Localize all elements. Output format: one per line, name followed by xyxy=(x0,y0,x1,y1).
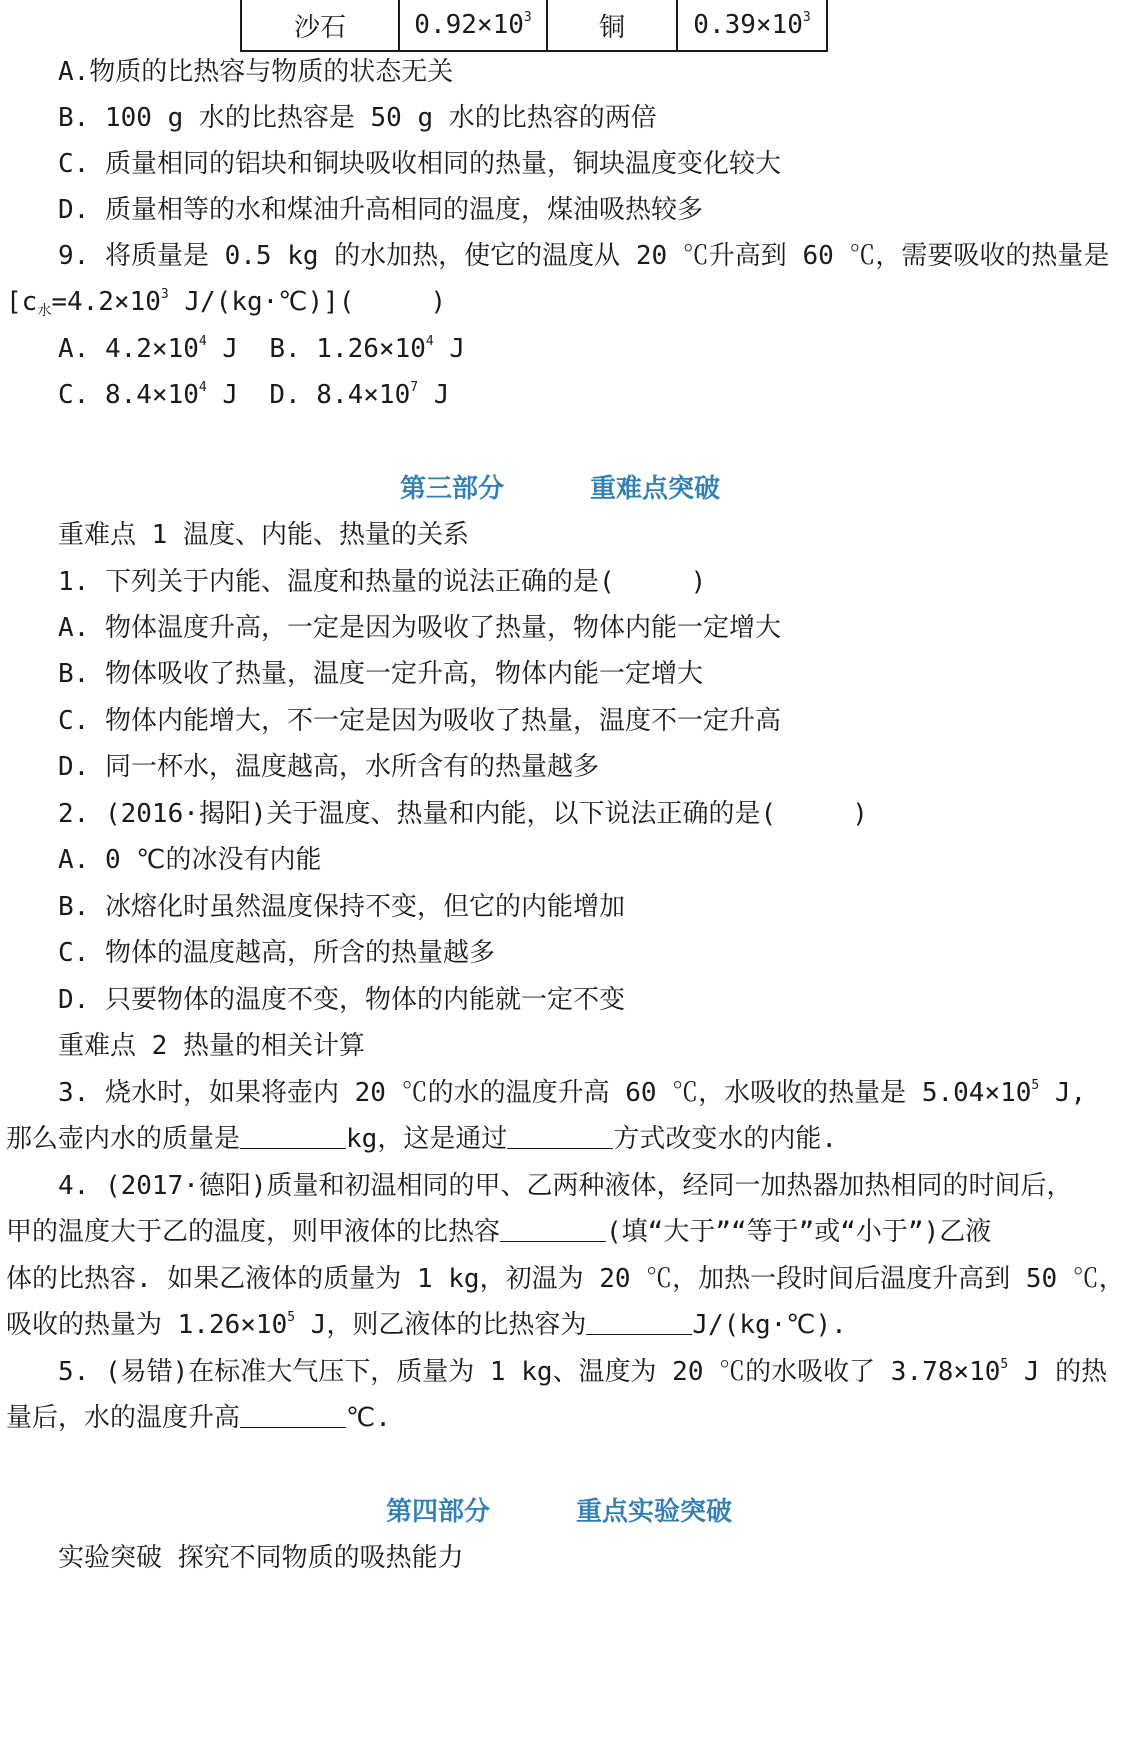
option-a: A. 4.2×10 xyxy=(58,334,199,364)
text: 3. 烧水时，如果将壶内 20 ℃的水的温度升高 60 ℃，水吸收的热量是 5.04×10 xyxy=(58,1078,1032,1108)
q5-line2 xyxy=(6,1401,391,1435)
q8-option-a: A.物质的比热容与物质的状态无关 xyxy=(58,57,454,87)
exponent: 3 xyxy=(160,287,169,302)
option-b: B. 1.26×10 xyxy=(269,334,426,364)
q5-line1 xyxy=(58,1355,1107,1389)
subscript: 水 xyxy=(37,303,52,319)
exponent: 4 xyxy=(198,334,207,349)
cell-value: 0.39×10 xyxy=(693,10,803,40)
text: (填“大于”“等于”或“小于”)乙液 xyxy=(606,1217,992,1247)
q8-option-b: B. 100 g 水的比热容是 50 g 水的比热容的两倍 xyxy=(58,103,657,133)
text: 1. 下列关于内能、温度和热量的说法正确的是( xyxy=(58,567,615,597)
text: J 的热 xyxy=(1008,1357,1108,1387)
text: 吸收的热量为 1.26×10 xyxy=(6,1310,288,1340)
answer-blank[interactable] xyxy=(240,1126,346,1149)
exponent: 4 xyxy=(425,334,434,349)
part4-heading-left: 第四部分 xyxy=(386,1497,491,1527)
text: 甲的温度大于乙的温度，则甲液体的比热容 xyxy=(6,1217,501,1247)
q1-option-d: D. 同一杯水，温度越高，水所含有的热量越多 xyxy=(58,752,599,782)
specific-heat-table xyxy=(240,0,828,52)
q2-option-b: B. 冰熔化时虽然温度保持不变，但它的内能增加 xyxy=(58,892,625,922)
text: 2. (2016·揭阳)关于温度、热量和内能，以下说法正确的是( xyxy=(58,799,777,829)
text: 那么壶内水的质量是 xyxy=(6,1124,241,1154)
unit: J xyxy=(206,380,270,410)
q1-option-c: C. 物体内能增大，不一定是因为吸收了热量，温度不一定升高 xyxy=(58,706,781,736)
answer-blank[interactable] xyxy=(500,1219,606,1242)
text: [c xyxy=(6,287,38,317)
exponent: 4 xyxy=(198,380,207,395)
key-point-1-title: 重难点 1 温度、内能、热量的关系 xyxy=(58,520,469,550)
cell-exponent: 3 xyxy=(802,10,811,25)
cell-value: 0.92×10 xyxy=(414,10,524,40)
q1-stem xyxy=(58,565,706,599)
text: ) xyxy=(852,799,868,829)
q2-option-c: C. 物体的温度越高，所含的热量越多 xyxy=(58,938,495,968)
unit: J xyxy=(418,380,450,410)
q4-line2 xyxy=(6,1215,991,1249)
q4-line3: 体的比热容. 如果乙液体的质量为 1 kg，初温为 20 ℃，加热一段时间后温度升高到 50 ℃， xyxy=(6,1264,1125,1294)
table-cell xyxy=(399,0,547,51)
exponent: 5 xyxy=(1031,1078,1040,1093)
text: 5. (易错)在标准大气压下，质量为 1 kg、温度为 20 ℃的水吸收了 3.78×10 xyxy=(58,1357,1001,1387)
key-point-2-title: 重难点 2 热量的相关计算 xyxy=(58,1031,365,1061)
q2-stem xyxy=(58,797,868,831)
unit: J xyxy=(206,334,270,364)
exponent: 5 xyxy=(1000,1357,1009,1372)
q1-option-a: A. 物体温度升高，一定是因为吸收了热量，物体内能一定增大 xyxy=(58,613,781,643)
text: 方式改变水的内能. xyxy=(613,1124,837,1154)
exponent: 5 xyxy=(287,1310,296,1325)
text: kg，这是通过 xyxy=(346,1124,508,1154)
table-cell xyxy=(677,0,827,51)
text: ) xyxy=(690,567,707,597)
text: 量后，水的温度升高 xyxy=(6,1403,241,1433)
answer-blank[interactable] xyxy=(240,1405,346,1428)
answer-blank[interactable] xyxy=(586,1312,692,1335)
part3-heading-left: 第三部分 xyxy=(400,474,505,504)
experiment-title: 实验突破 探究不同物质的吸热能力 xyxy=(58,1543,464,1573)
table-cell: 铜 xyxy=(547,0,677,51)
q4-line4 xyxy=(6,1308,847,1342)
q2-option-a: A. 0 ℃的冰没有内能 xyxy=(58,845,322,875)
option-c: C. 8.4×10 xyxy=(58,380,199,410)
q9-stem: 9. 将质量是 0.5 kg 的水加热，使它的温度从 20 ℃升高到 60 ℃，需要吸收的热量是 xyxy=(58,241,1110,271)
q8-option-c: C. 质量相同的铝块和铜块吸收相同的热量，铜块温度变化较大 xyxy=(58,149,781,179)
text: J, xyxy=(1039,1078,1087,1108)
unit: J xyxy=(433,334,466,364)
table-cell: 沙石 xyxy=(241,0,399,51)
text: ) xyxy=(430,287,447,317)
part3-heading-right: 重难点突破 xyxy=(590,474,721,504)
q9-options-cd xyxy=(58,378,449,412)
q3-line1 xyxy=(58,1076,1086,1110)
text: J/(kg·℃). xyxy=(692,1310,847,1340)
text: =4.2×10 xyxy=(51,287,161,317)
option-d: D. 8.4×10 xyxy=(269,380,411,410)
q1-option-b: B. 物体吸收了热量，温度一定升高，物体内能一定增大 xyxy=(58,659,703,689)
q9-stem-formula xyxy=(6,285,446,319)
q4-line1: 4. (2017·德阳)质量和初温相同的甲、乙两种液体，经同一加热器加热相同的时间后， xyxy=(58,1171,1073,1201)
answer-blank[interactable] xyxy=(507,1126,613,1149)
text: ℃. xyxy=(346,1403,391,1433)
q8-option-d: D. 质量相等的水和煤油升高相同的温度，煤油吸热较多 xyxy=(58,195,703,225)
exponent: 7 xyxy=(410,380,419,395)
table-row xyxy=(241,0,827,51)
part4-heading-right: 重点实验突破 xyxy=(576,1497,733,1527)
cell-exponent: 3 xyxy=(523,10,532,25)
q2-option-d: D. 只要物体的温度不变，物体的内能就一定不变 xyxy=(58,985,625,1015)
text: J，则乙液体的比热容为 xyxy=(295,1310,587,1340)
q9-options-ab xyxy=(58,332,465,366)
q3-line2 xyxy=(6,1122,837,1156)
text: J/(kg·℃)]( xyxy=(168,287,355,317)
